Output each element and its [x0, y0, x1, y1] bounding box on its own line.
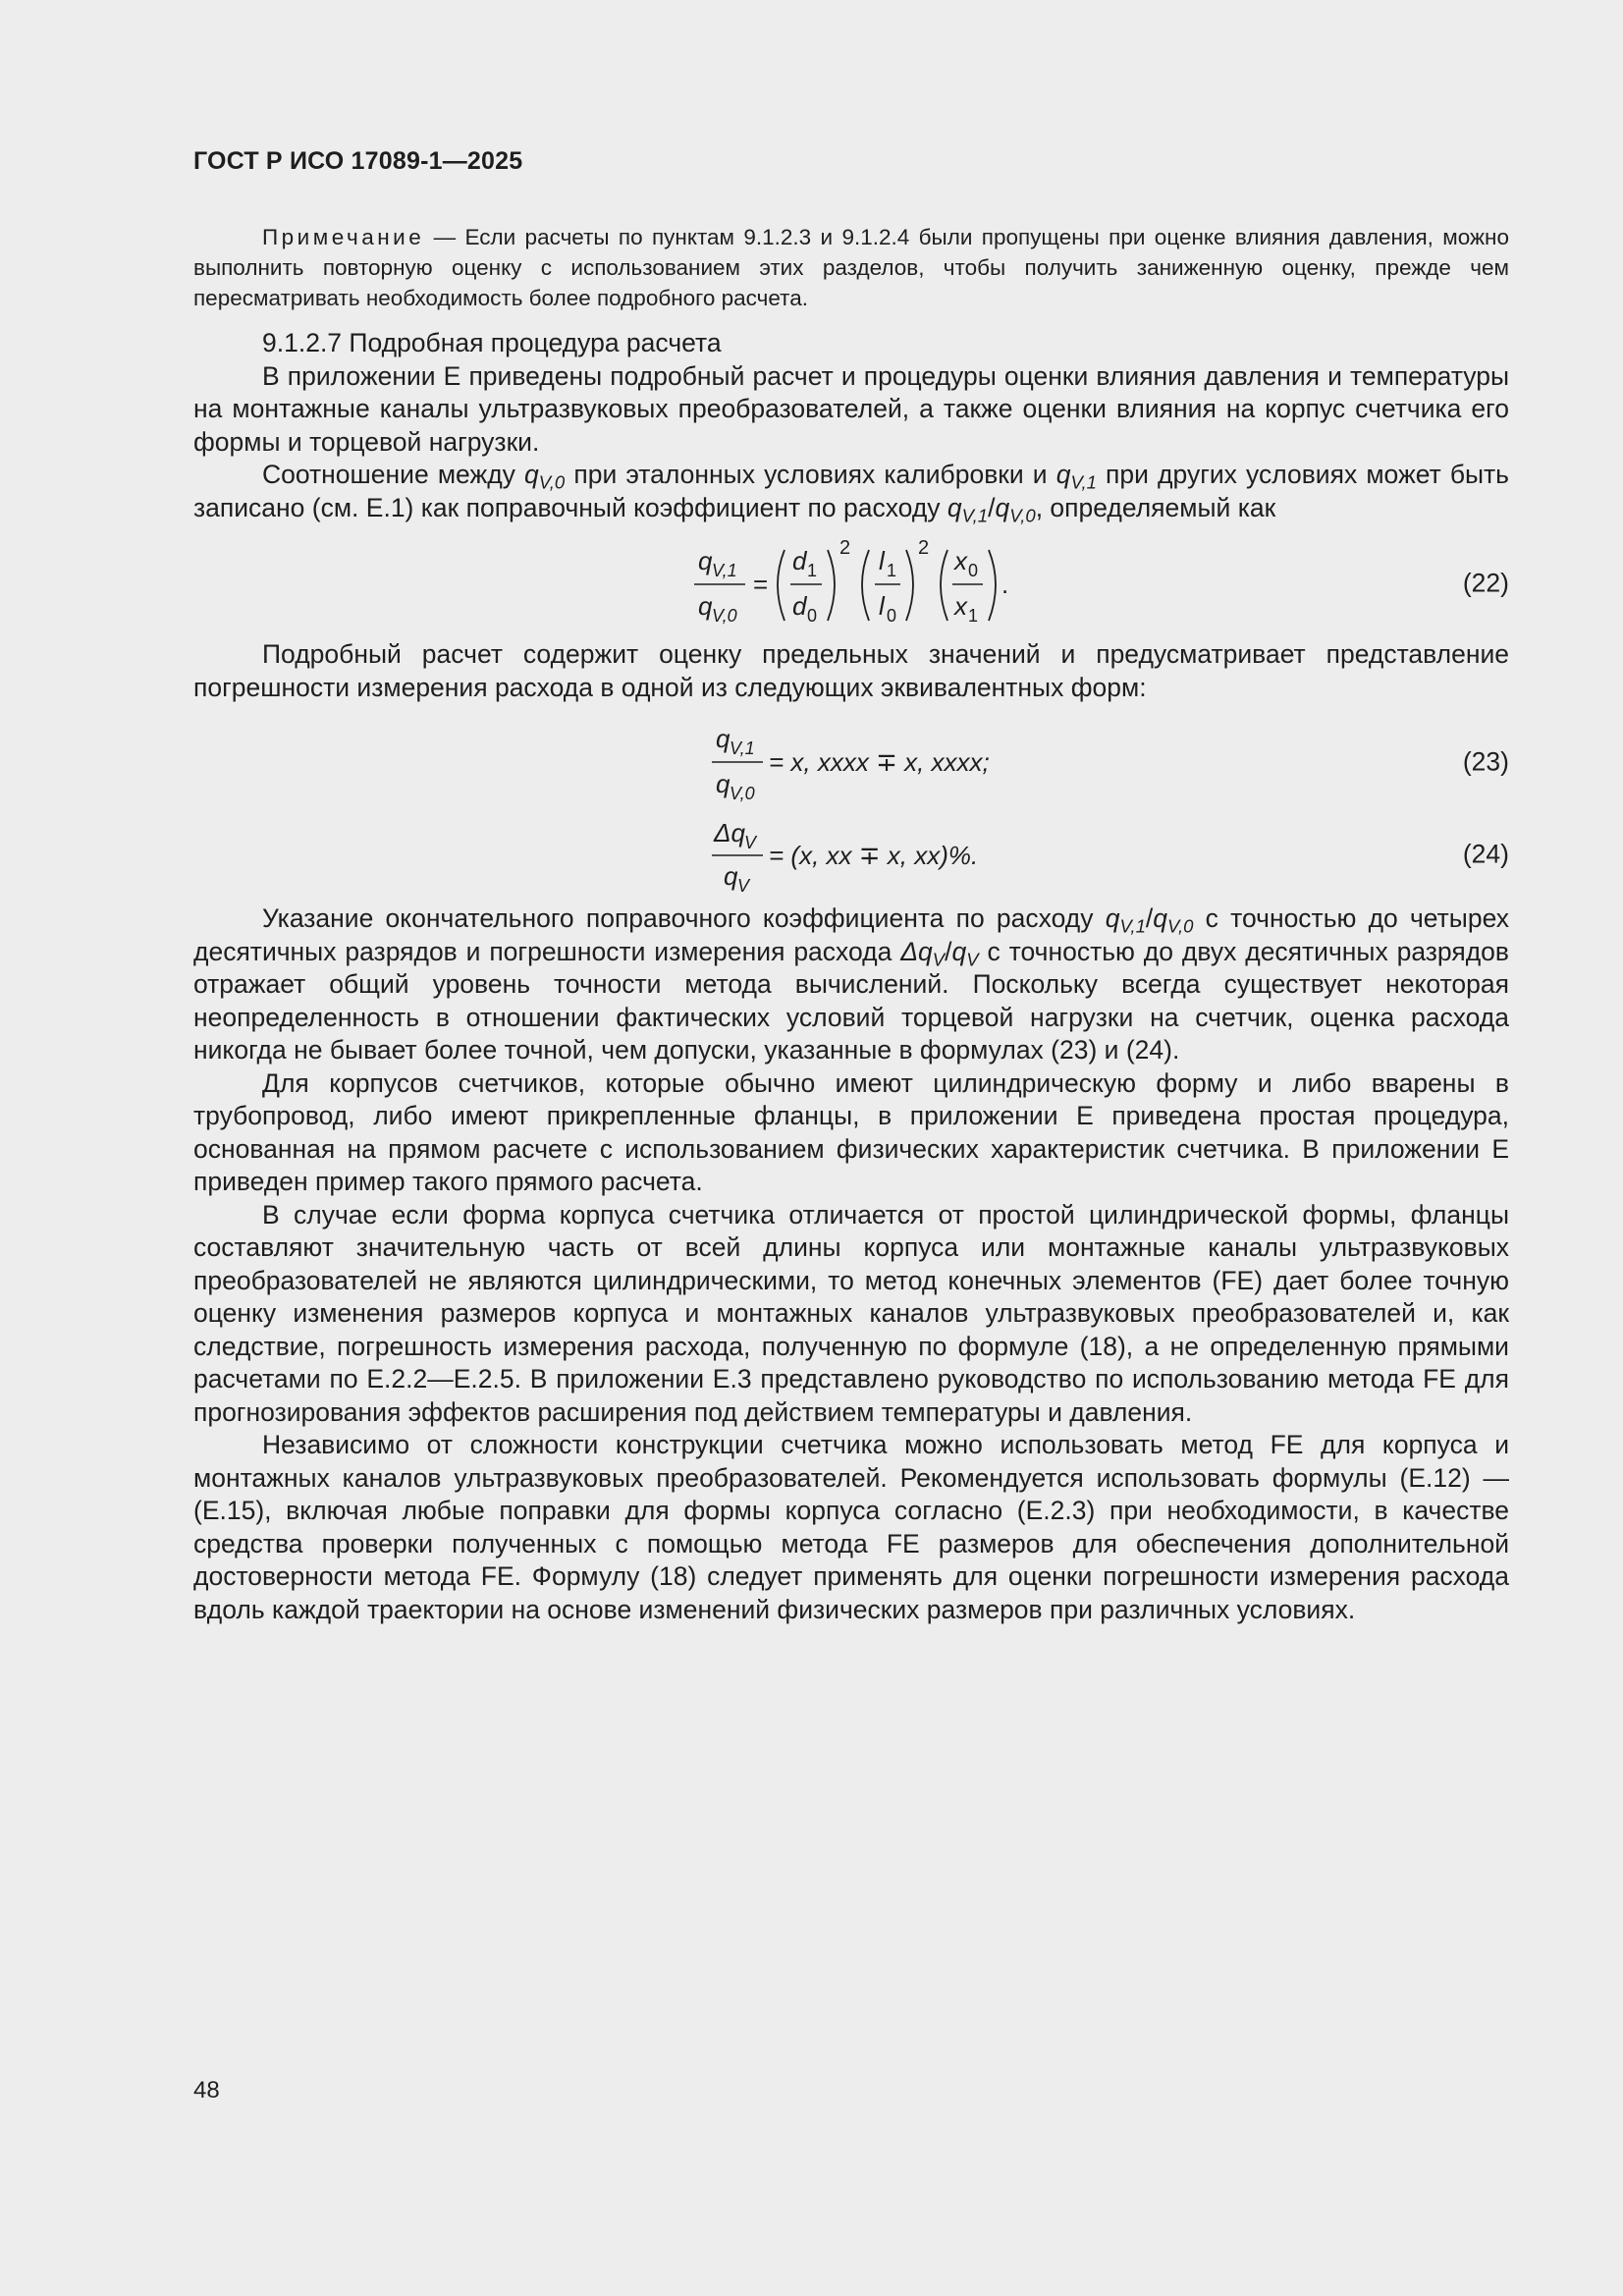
paragraph-2: [193, 459, 1509, 524]
text-run: с точностью до четырех десятичных разрядов и погрешности измерения расхода: [193, 903, 1509, 966]
left-paren: [862, 550, 869, 621]
page-number: 48: [193, 2077, 220, 2104]
document-body: [193, 222, 1509, 1626]
formula-23-expression: [712, 714, 1026, 810]
note-paragraph: [193, 222, 1509, 313]
symbol-q: q: [995, 492, 1010, 522]
t1-denominator-sub: 0: [807, 606, 818, 626]
paragraph-5: Для корпусов счетчиков, которые обычно имеют цилиндрическую форму и либо вварены в трубопровод, либо имеют прикрепленные фланцы, в приложении Е приведена простая процедура, основанная на прямом расчете с использованием физических характеристик счетчика. В приложении Е приведен пример такого прямого расчета.: [193, 1067, 1509, 1196]
t2-numerator-sub: 1: [887, 561, 897, 580]
paragraph-3: Подробный расчет содержит оценку предельных значений и предусматривает представление погрешности измерения расхода в одной из следующих эквивалентных форм:: [193, 639, 1509, 702]
equals-sign: =: [753, 570, 769, 599]
t3-denominator: x: [954, 591, 967, 621]
lhs-numerator-sub: V,1: [730, 738, 755, 758]
note-text: — Если расчеты по пунктам 9.1.2.3 и 9.1.2.4 были пропущены при оценке влияния давления, можно выполнить повторную оценку с использованием этих разделов, чтобы получить заниженную оценку, прежде чем пересматривать необходимость более подробного расчета.: [193, 225, 1509, 310]
lhs-numerator-sub: V,1: [712, 561, 737, 580]
formula-rhs: = x, xxxx ∓ x, xxxx;: [769, 747, 990, 777]
lhs-numerator-sub: V: [744, 833, 757, 852]
t2-exponent: 2: [918, 537, 930, 559]
symbol-subscript: V,0: [1009, 505, 1036, 526]
formula-23-number: (23): [1462, 746, 1509, 777]
right-paren: [906, 550, 913, 621]
symbol-q: q: [524, 460, 539, 489]
lhs-denominator: q: [698, 591, 713, 621]
paragraph-7: Независимо от сложности конструкции счетчика можно использовать метод FE для корпуса и монтажных каналов ультразвуковых преобразователей. Рекомендуется использовать формулы (Е.12) — (Е.15), включая любые поправки для формы корпуса согласно (Е.2.3) при необходимости, в качестве средства проверки полученных с помощью метода FE размеров для обеспечения дополнительной достоверности метода FE. Формулу (18) следует применять для оценки погрешности измерения расхода вдоль каждой траектории на основе изменений физических размеров при различных условиях.: [193, 1430, 1509, 1624]
formula-rhs: = (x, xx ∓ x, xx)%.: [769, 841, 979, 870]
t2-numerator: l: [879, 546, 885, 575]
symbol-subscript: V,1: [1070, 471, 1097, 493]
symbol-slash: /: [945, 936, 952, 966]
lhs-numerator: q: [698, 546, 713, 575]
formula-22-expression: [694, 532, 1028, 634]
right-paren: [828, 550, 835, 621]
t1-exponent: 2: [839, 537, 851, 559]
note-label: Примечание: [262, 225, 425, 249]
symbol-subscript: V,1: [961, 505, 989, 526]
symbol-slash: /: [1145, 903, 1154, 933]
symbol-q: q: [1153, 903, 1168, 933]
lhs-denominator-sub: V: [737, 876, 750, 896]
text-run: с точностью до двух десятичных разрядов отражает общий уровень точности метода вычислений. Поскольку всегда существует некоторая неопределенность в отношении фактических условий торцевой нагрузки на счетчик, оценка расхода никогда не бывает более точной, чем допуски, указанные в формулах (23) и (24).: [193, 936, 1509, 1065]
t3-numerator: x: [954, 546, 967, 575]
symbol-slash: /: [988, 492, 996, 522]
paragraph-1: В приложении Е приведены подробный расчет и процедуры оценки влияния давления и температуры на монтажные каналы ультразвуковых преобразователей, а также оценки влияния на корпус счетчика его формы и торцевой нагрузки.: [193, 360, 1509, 457]
symbol-q: q: [951, 936, 967, 966]
symbol-subscript: V,0: [538, 471, 566, 493]
t2-denominator: l: [879, 591, 885, 621]
right-paren: [989, 550, 996, 621]
paragraph-4: [193, 902, 1509, 1067]
t1-denominator: d: [792, 591, 807, 621]
formula-22: [193, 532, 1509, 634]
left-paren: [941, 550, 947, 621]
text-run: при эталонных условиях калибровки и: [565, 460, 1056, 489]
t1-numerator: d: [792, 546, 807, 575]
symbol-subscript: V: [932, 949, 946, 970]
t3-numerator-sub: 0: [968, 561, 979, 580]
t2-denominator-sub: 0: [887, 606, 897, 626]
formula-period: .: [1001, 570, 1009, 599]
text-run: Соотношение между: [262, 460, 525, 489]
lhs-denominator-sub: V,0: [730, 784, 755, 803]
symbol-q: q: [1105, 903, 1120, 933]
lhs-numerator: q: [716, 724, 730, 753]
symbol-q: q: [1055, 460, 1071, 489]
t3-denominator-sub: 1: [968, 606, 979, 626]
text-run: Указание окончательного поправочного коэффициента по расходу: [262, 903, 1106, 933]
formula-24-number: (24): [1462, 839, 1509, 869]
section-heading: 9.1.2.7 Подробная процедура расчета: [262, 328, 722, 357]
paragraph-6: В случае если форма корпуса счетчика отличается от простой цилиндрической формы, фланцы составляют значительную часть от всей длины корпуса или монтажные каналы ультразвуковых преобразователей не являются цилиндрическими, то метод конечных элементов (FE) дает более точную оценку изменения размеров корпуса и монтажных каналов ультразвуковых преобразователей и, как следствие, погрешность измерения расхода, полученную по формуле (18), а не определенную прямыми расчетами по Е.2.2—Е.2.5. В приложении Е.3 представлено руководство по использованию метода FE для прогнозирования эффектов расширения под действием температуры и давления.: [193, 1199, 1509, 1427]
formula-24-expression: [712, 812, 1026, 897]
symbol-subscript: V,1: [1119, 915, 1146, 937]
symbol-subscript: V,0: [1167, 915, 1194, 937]
formula-24: [193, 812, 1509, 897]
lhs-numerator: Δq: [714, 818, 745, 847]
lhs-denominator-sub: V,0: [712, 606, 737, 626]
text-run: , определяемый как: [1035, 492, 1276, 522]
page-header: ГОСТ Р ИСО 17089-1—2025: [193, 147, 523, 175]
left-paren: [778, 550, 784, 621]
symbol-q: q: [947, 492, 962, 522]
text-run: при других условиях может быть записано (см. Е.1) как поправочный коэффициент по расходу: [193, 460, 1509, 522]
lhs-denominator: q: [724, 861, 738, 891]
symbol-subscript: V: [966, 949, 979, 970]
lhs-denominator: q: [716, 769, 730, 798]
symbol-delta-q: Δq: [900, 936, 933, 966]
t1-numerator-sub: 1: [807, 561, 818, 580]
formula-23: [193, 714, 1509, 810]
formula-22-number: (22): [1462, 568, 1509, 598]
